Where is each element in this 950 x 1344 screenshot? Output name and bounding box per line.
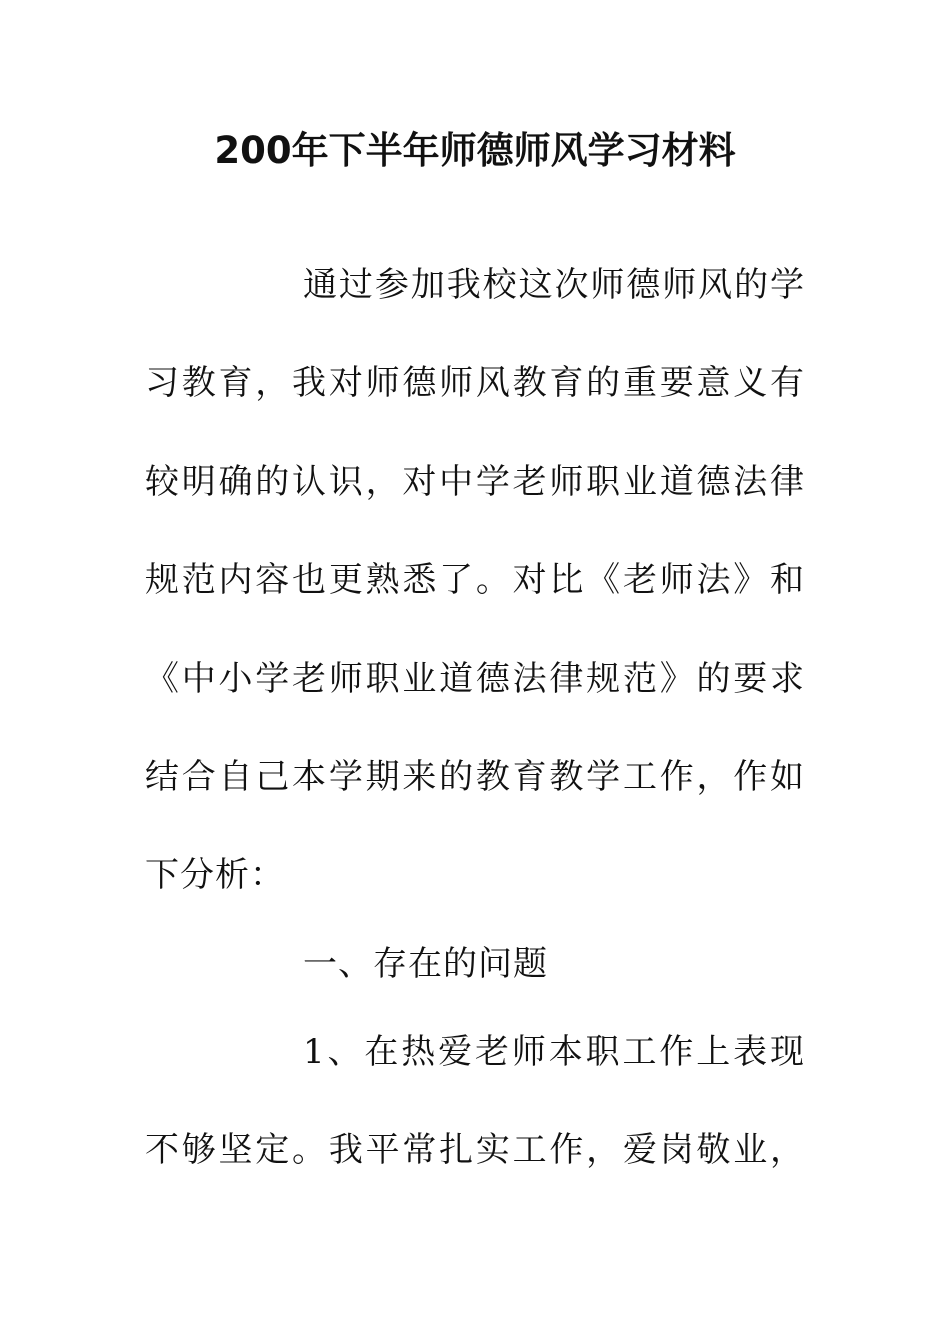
section-heading: 一、存在的问题: [303, 944, 548, 984]
paragraph-line: 结合自己本学期来的教育教学工作，作如: [145, 757, 805, 797]
paragraph-line: 通过参加我校这次师德师风的学: [303, 265, 805, 305]
paragraph-line: 习教育，我对师德师风教育的重要意义有: [145, 363, 805, 403]
paragraph-line: 规范内容也更熟悉了。对比《老师法》和: [145, 560, 805, 600]
paragraph-line: 1、在热爱老师本职工作上表现: [303, 1032, 805, 1072]
document-title: 200年下半年师德师风学习材料: [214, 129, 736, 172]
paragraph-line: 下分析：: [145, 855, 285, 895]
paragraph-line: 《中小学老师职业道德法律规范》的要求: [145, 659, 805, 699]
paragraph-line: 较明确的认识，对中学老师职业道德法律: [145, 462, 805, 502]
paragraph-line: 不够坚定。我平常扎实工作，爱岗敬业，: [145, 1130, 805, 1170]
